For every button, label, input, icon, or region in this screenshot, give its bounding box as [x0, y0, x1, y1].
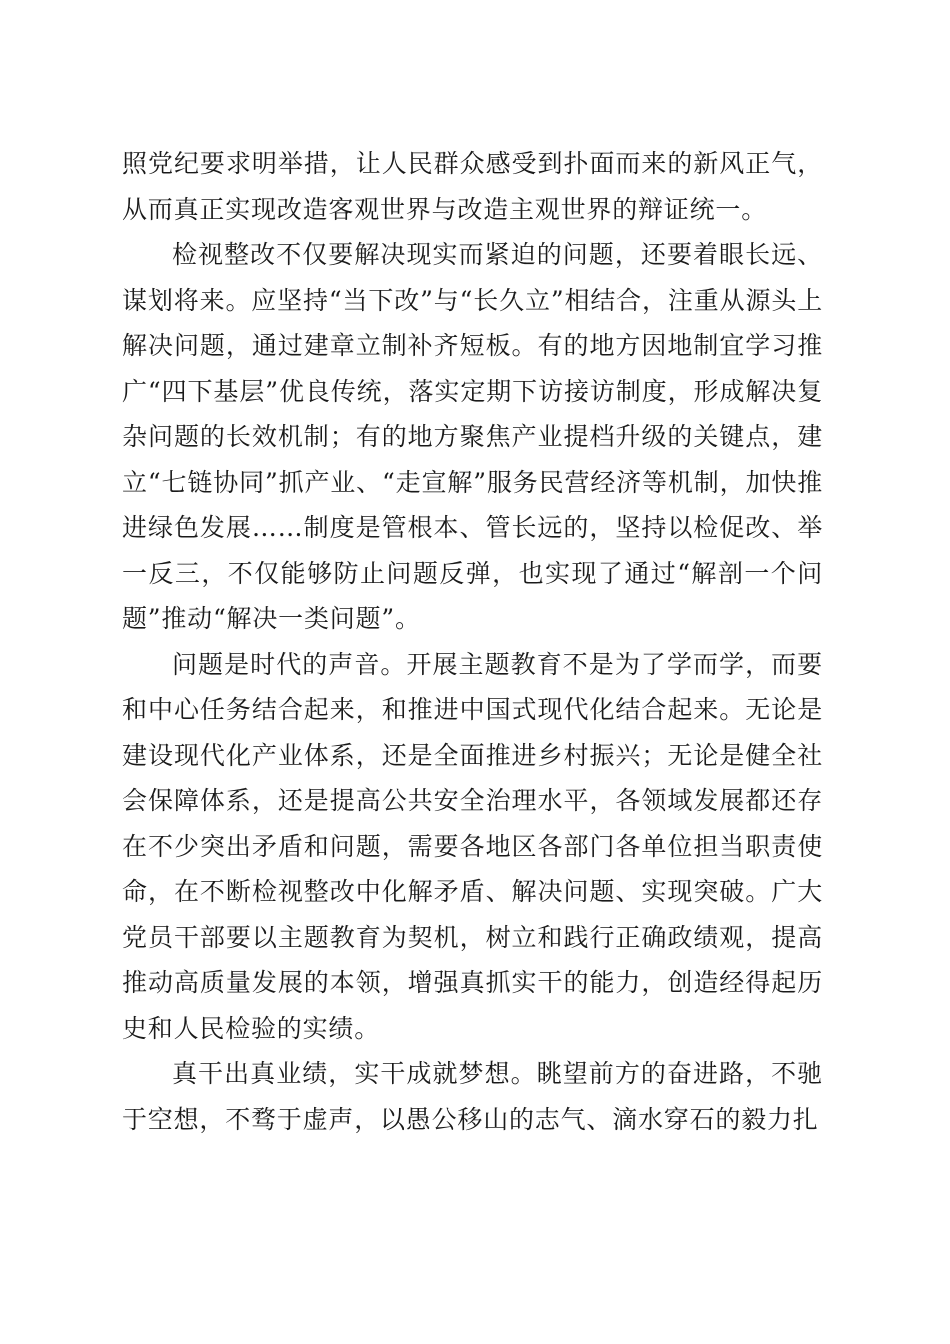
paragraph-rectification: 检视整改不仅要解决现实而紧迫的问题，还要着眼长远、谋划将来。应坚持“当下改”与“长久立”相结合，注重从源头上解决问题，通过建章立制补齐短板。有的地方因地制宜学习推广“四下基层”优良传统，落实定期下访接访制度，形成解决复杂问题的长效机制；有的地方聚焦产业提档升级的关键点，建立“七链协同”抓产业、“走宣解”服务民营经济等机制，加快推进绿色发展……制度是管根本、管长远的，坚持以检促改、举一反三，不仅能够防止问题反弹，也实现了通过“解剖一个问题”推动“解决一类问题”。: [122, 240, 823, 633]
paragraph-hard-work: 真干出真业绩，实干成就梦想。眺望前方的奋进路，不驰于空想，不骛于虚声，以愚公移山的志气、滴水穿石的毅力扎: [122, 1059, 823, 1134]
paragraph-voice-of-era: 问题是时代的声音。开展主题教育不是为了学而学，而要和中心任务结合起来，和推进中国式现代化结合起来。无论是建设现代化产业体系，还是全面推进乡村振兴；无论是健全社会保障体系，还是提高公共安全治理水平，各领域发展都还存在不少突出矛盾和问题，需要各地区各部门各单位担当职责使命，在不断检视整改中化解矛盾、解决问题、实现突破。广大党员干部要以主题教育为契机，树立和践行正确政绩观，提高推动高质量发展的本领，增强真抓实干的能力，创造经得起历史和人民检验的实绩。: [122, 649, 823, 1043]
body-text: [122, 141, 823, 1142]
paragraph-continuation: 照党纪要求明举措，让人民群众感受到扑面而来的新风正气，从而真正实现改造客观世界与改造主观世界的辩证统一。: [122, 149, 823, 224]
